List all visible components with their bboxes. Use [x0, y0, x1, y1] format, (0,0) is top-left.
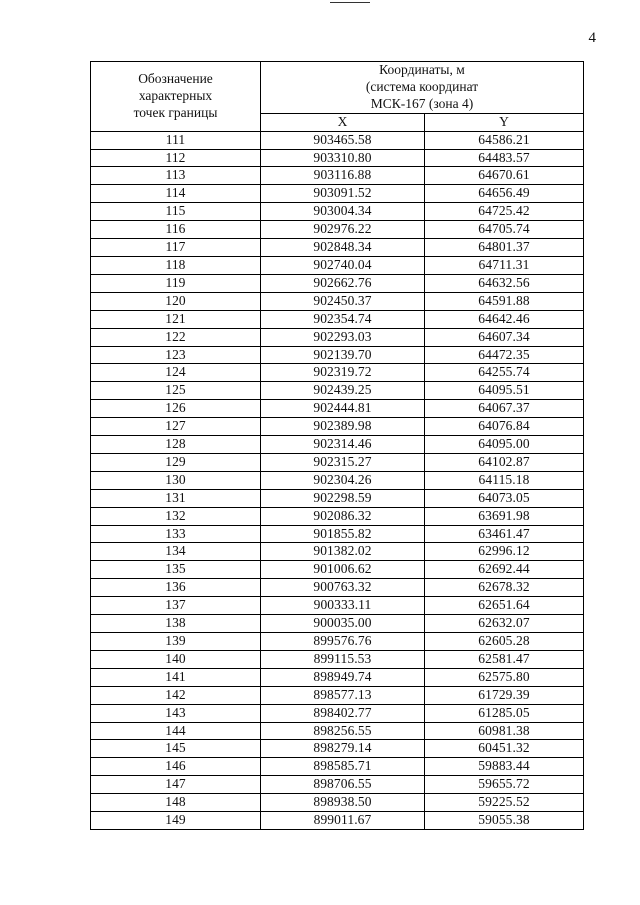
table-row [91, 740, 584, 758]
coordinates-header-line: МСК-167 (зона 4) [370, 95, 474, 111]
y-coordinate-cell: 63691.98 [425, 507, 584, 525]
table-row [91, 310, 584, 328]
point-id-cell: 130 [91, 471, 261, 489]
y-coordinate-cell: 64067.37 [425, 400, 584, 418]
table-row [91, 221, 584, 239]
y-coordinate-cell: 64586.21 [425, 131, 584, 149]
x-coordinate-cell: 901855.82 [261, 525, 425, 543]
x-coordinate-cell: 902444.81 [261, 400, 425, 418]
x-coordinate-cell: 900035.00 [261, 615, 425, 633]
coordinates-header-line: Координаты, м [379, 62, 465, 77]
page-number: 4 [588, 30, 596, 46]
point-id-cell: 124 [91, 364, 261, 382]
x-coordinate-cell: 898585.71 [261, 758, 425, 776]
table-row [91, 256, 584, 274]
x-coordinate-cell: 902298.59 [261, 489, 425, 507]
x-coordinate-cell: 898402.77 [261, 704, 425, 722]
y-coordinate-cell: 64632.56 [425, 274, 584, 292]
point-id-cell: 115 [91, 203, 261, 221]
table-row [91, 489, 584, 507]
point-id-cell: 142 [91, 686, 261, 704]
y-coordinate-cell: 59055.38 [425, 812, 584, 830]
x-coordinate-cell: 898256.55 [261, 722, 425, 740]
point-id-cell: 117 [91, 239, 261, 257]
point-id-cell: 139 [91, 633, 261, 651]
x-coordinate-cell: 899011.67 [261, 812, 425, 830]
y-coordinate-cell: 62692.44 [425, 561, 584, 579]
x-coordinate-cell: 902315.27 [261, 453, 425, 471]
point-id-cell: 131 [91, 489, 261, 507]
y-coordinate-cell: 64255.74 [425, 364, 584, 382]
x-coordinate-cell: 898706.55 [261, 776, 425, 794]
y-coordinate-cell: 64095.51 [425, 382, 584, 400]
y-coordinate-cell: 64656.49 [425, 185, 584, 203]
point-id-cell: 116 [91, 221, 261, 239]
y-coordinate-cell: 64095.00 [425, 436, 584, 454]
coordinates-header-line: (система координат [365, 78, 479, 94]
x-coordinate-cell: 902319.72 [261, 364, 425, 382]
y-coordinate-cell: 62632.07 [425, 615, 584, 633]
x-coordinate-cell: 903091.52 [261, 185, 425, 203]
point-id-cell: 113 [91, 167, 261, 185]
x-coordinate-cell: 902086.32 [261, 507, 425, 525]
table-row [91, 776, 584, 794]
point-id-cell: 138 [91, 615, 261, 633]
table-row [91, 758, 584, 776]
point-id-cell: 143 [91, 704, 261, 722]
point-id-cell: 127 [91, 418, 261, 436]
x-coordinate-cell: 902976.22 [261, 221, 425, 239]
point-id-cell: 133 [91, 525, 261, 543]
y-coordinate-cell: 64073.05 [425, 489, 584, 507]
table-row [91, 794, 584, 812]
x-coordinate-cell: 901006.62 [261, 561, 425, 579]
table-row [91, 615, 584, 633]
x-coordinate-cell: 899115.53 [261, 650, 425, 668]
point-id-cell: 132 [91, 507, 261, 525]
y-coordinate-cell: 64591.88 [425, 292, 584, 310]
table-row [91, 149, 584, 167]
x-coordinate-cell: 903116.88 [261, 167, 425, 185]
x-coordinate-cell: 898949.74 [261, 668, 425, 686]
point-id-cell: 122 [91, 328, 261, 346]
y-coordinate-cell: 64483.57 [425, 149, 584, 167]
y-coordinate-cell: 62651.64 [425, 597, 584, 615]
point-id-cell: 112 [91, 149, 261, 167]
table-row [91, 686, 584, 704]
table-row [91, 239, 584, 257]
point-id-cell: 118 [91, 256, 261, 274]
y-coordinate-cell: 64670.61 [425, 167, 584, 185]
x-coordinate-cell: 899576.76 [261, 633, 425, 651]
x-coordinate-cell: 900333.11 [261, 597, 425, 615]
table-row [91, 364, 584, 382]
point-id-cell: 126 [91, 400, 261, 418]
y-coordinate-cell: 64607.34 [425, 328, 584, 346]
point-id-cell: 128 [91, 436, 261, 454]
x-coordinate-cell: 902293.03 [261, 328, 425, 346]
table-row [91, 185, 584, 203]
x-coordinate-cell: 902354.74 [261, 310, 425, 328]
table-row [91, 507, 584, 525]
x-coordinate-cell: 903004.34 [261, 203, 425, 221]
y-coordinate-cell: 64076.84 [425, 418, 584, 436]
x-coordinate-cell: 903310.80 [261, 149, 425, 167]
y-coordinate-cell: 62581.47 [425, 650, 584, 668]
table-row [91, 704, 584, 722]
top-rule [330, 2, 370, 3]
x-coordinate-cell: 901382.02 [261, 543, 425, 561]
y-coordinate-cell: 64642.46 [425, 310, 584, 328]
table-row [91, 633, 584, 651]
coordinates-header [261, 62, 584, 114]
point-id-cell: 111 [91, 131, 261, 149]
y-coordinate-cell: 59225.52 [425, 794, 584, 812]
table-row [91, 561, 584, 579]
y-coordinate-cell: 64102.87 [425, 453, 584, 471]
point-id-cell: 136 [91, 579, 261, 597]
y-coordinate-cell: 64115.18 [425, 471, 584, 489]
x-coordinate-cell: 902848.34 [261, 239, 425, 257]
table-row [91, 668, 584, 686]
point-id-cell: 120 [91, 292, 261, 310]
table-body [91, 131, 584, 829]
x-header: X [261, 113, 425, 131]
table-row [91, 453, 584, 471]
table-row [91, 471, 584, 489]
point-id-cell: 146 [91, 758, 261, 776]
table-row [91, 525, 584, 543]
y-coordinate-cell: 60451.32 [425, 740, 584, 758]
y-coordinate-cell: 59883.44 [425, 758, 584, 776]
y-coordinate-cell: 64711.31 [425, 256, 584, 274]
x-coordinate-cell: 902139.70 [261, 346, 425, 364]
y-coordinate-cell: 62575.80 [425, 668, 584, 686]
table-row [91, 436, 584, 454]
y-coordinate-cell: 61285.05 [425, 704, 584, 722]
y-coordinate-cell: 62678.32 [425, 579, 584, 597]
table-row [91, 722, 584, 740]
point-name-header-line: точек границы [133, 104, 218, 120]
point-id-cell: 148 [91, 794, 261, 812]
table-row [91, 400, 584, 418]
point-id-cell: 114 [91, 185, 261, 203]
point-id-cell: 125 [91, 382, 261, 400]
x-coordinate-cell: 900763.32 [261, 579, 425, 597]
point-id-cell: 119 [91, 274, 261, 292]
point-id-cell: 137 [91, 597, 261, 615]
y-coordinate-cell: 61729.39 [425, 686, 584, 704]
coordinates-table [90, 61, 584, 830]
point-id-cell: 147 [91, 776, 261, 794]
y-coordinate-cell: 64801.37 [425, 239, 584, 257]
y-coordinate-cell: 59655.72 [425, 776, 584, 794]
point-id-cell: 140 [91, 650, 261, 668]
table-row [91, 812, 584, 830]
x-coordinate-cell: 898279.14 [261, 740, 425, 758]
point-id-cell: 145 [91, 740, 261, 758]
x-coordinate-cell: 898577.13 [261, 686, 425, 704]
point-name-header-line: Обозначение [138, 70, 213, 86]
y-coordinate-cell: 64705.74 [425, 221, 584, 239]
x-coordinate-cell: 902740.04 [261, 256, 425, 274]
point-id-cell: 134 [91, 543, 261, 561]
x-coordinate-cell: 903465.58 [261, 131, 425, 149]
table-row [91, 167, 584, 185]
table-row [91, 203, 584, 221]
point-name-header [91, 62, 261, 132]
x-coordinate-cell: 902304.26 [261, 471, 425, 489]
x-coordinate-cell: 898938.50 [261, 794, 425, 812]
y-coordinate-cell: 64725.42 [425, 203, 584, 221]
table-row [91, 382, 584, 400]
table-row [91, 650, 584, 668]
point-id-cell: 149 [91, 812, 261, 830]
x-coordinate-cell: 902389.98 [261, 418, 425, 436]
x-coordinate-cell: 902314.46 [261, 436, 425, 454]
y-coordinate-cell: 62996.12 [425, 543, 584, 561]
table-row [91, 597, 584, 615]
point-name-header-line: характерных [138, 87, 213, 103]
point-id-cell: 129 [91, 453, 261, 471]
table-header-row [91, 62, 584, 114]
y-coordinate-cell: 64472.35 [425, 346, 584, 364]
x-coordinate-cell: 902450.37 [261, 292, 425, 310]
table-row [91, 418, 584, 436]
point-id-cell: 144 [91, 722, 261, 740]
x-coordinate-cell: 902439.25 [261, 382, 425, 400]
table-row [91, 579, 584, 597]
point-id-cell: 135 [91, 561, 261, 579]
table-row [91, 292, 584, 310]
y-coordinate-cell: 62605.28 [425, 633, 584, 651]
x-coordinate-cell: 902662.76 [261, 274, 425, 292]
point-id-cell: 141 [91, 668, 261, 686]
table-row [91, 328, 584, 346]
table-row [91, 274, 584, 292]
y-header: Y [425, 113, 584, 131]
point-id-cell: 123 [91, 346, 261, 364]
table-row [91, 346, 584, 364]
y-coordinate-cell: 60981.38 [425, 722, 584, 740]
point-id-cell: 121 [91, 310, 261, 328]
y-coordinate-cell: 63461.47 [425, 525, 584, 543]
table-row [91, 543, 584, 561]
table-row [91, 131, 584, 149]
